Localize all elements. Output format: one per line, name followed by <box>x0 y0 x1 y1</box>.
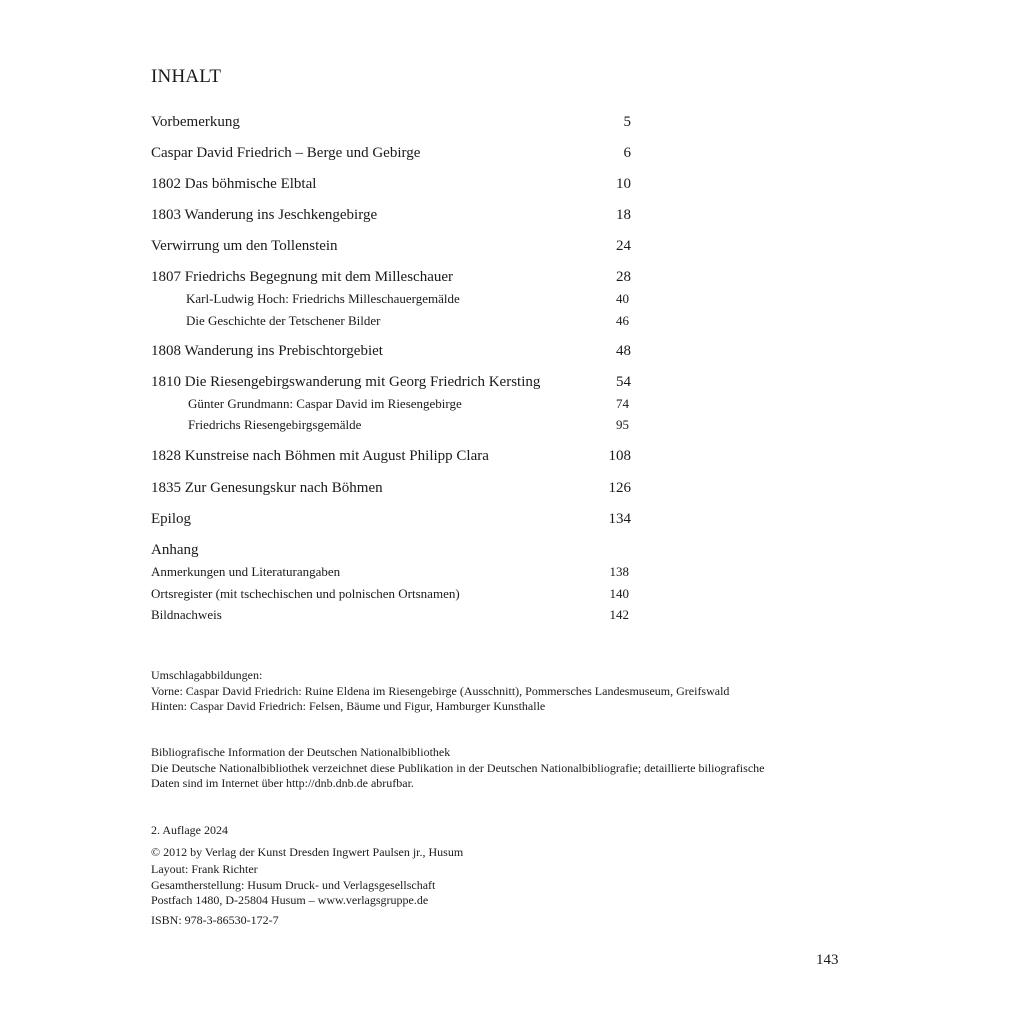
toc-entry-title: 1803 Wanderung ins Jeschkengebirge <box>151 207 378 223</box>
toc-entry-page: 48 <box>616 343 631 359</box>
toc-entry <box>151 564 631 580</box>
cover-images-label: Umschlagabbildungen: <box>151 668 263 682</box>
publisher-address: Postfach 1480, D-25804 Husum – www.verlagsgruppe.de <box>151 893 429 907</box>
toc-entry <box>151 479 631 497</box>
toc-entry <box>151 510 631 528</box>
toc-entry <box>151 447 631 465</box>
toc-entry <box>151 607 631 623</box>
toc-entry-title: Vorbemerkung <box>151 114 240 130</box>
cover-back-credit: Hinten: Caspar David Friedrich: Felsen, Bäume und Figur, Hamburger Kunsthalle <box>151 699 546 713</box>
imprint <box>151 823 463 928</box>
toc-entry-page: 28 <box>616 269 631 285</box>
toc-entry-page: 74 <box>616 396 629 411</box>
toc-entry-page: 126 <box>608 480 631 496</box>
layout-credit: Layout: Frank Richter <box>151 862 258 876</box>
toc-entry-page: 5 <box>623 114 631 130</box>
bibliographic-title: Bibliografische Information der Deutschen Nationalbibliothek <box>151 745 451 759</box>
toc-entry-title: 1802 Das böhmische Elbtal <box>151 176 317 192</box>
bibliographic-line-1: Die Deutsche Nationalbibliothek verzeichnet diese Publikation in der Deutschen Nationalbibliografie; detaillierte biliografische <box>151 760 765 775</box>
toc-entry-title: Die Geschichte der Tetschener Bilder <box>186 313 381 328</box>
cover-images-credits <box>151 668 729 715</box>
isbn: ISBN: 978-3-86530-172-7 <box>151 912 279 927</box>
toc-entry-title: Anhang <box>151 542 199 558</box>
toc-entry <box>151 175 631 193</box>
toc-entry <box>151 417 631 433</box>
toc-entry <box>151 373 631 391</box>
toc-entry-page: 6 <box>623 145 631 161</box>
toc-entry-title: 1810 Die Riesengebirgswanderung mit Georg Friedrich Kersting <box>151 374 541 390</box>
toc-entry-title: Günter Grundmann: Caspar David im Riesengebirge <box>188 396 462 411</box>
toc-entry-page: 142 <box>609 607 629 622</box>
toc-entry <box>151 396 631 412</box>
toc-entry-page: 108 <box>608 448 631 464</box>
toc-entry-page: 140 <box>609 586 629 601</box>
toc-heading: INHALT <box>151 66 222 87</box>
toc-entry <box>151 144 631 162</box>
toc-entry-title: Ortsregister (mit tschechischen und polnischen Ortsnamen) <box>151 586 460 601</box>
toc-entry <box>151 342 631 360</box>
toc-entry-page: 46 <box>616 313 629 328</box>
cover-front-credit: Vorne: Caspar David Friedrich: Ruine Eldena im Riesengebirge (Ausschnitt), Pommersches Landesmuseum, Greifswald <box>151 683 730 698</box>
toc-entry-page: 54 <box>616 374 631 390</box>
page-number: 143 <box>816 952 839 968</box>
toc-entry <box>151 313 631 329</box>
edition: 2. Auflage 2024 <box>151 823 228 837</box>
toc-entry-title: 1835 Zur Genesungskur nach Böhmen <box>151 480 383 496</box>
toc-entry-title: 1828 Kunstreise nach Böhmen mit August Philipp Clara <box>151 448 489 464</box>
toc-entry-title: Verwirrung um den Tollenstein <box>151 238 338 254</box>
toc-entry <box>151 541 631 559</box>
toc-entry-page: 18 <box>616 207 631 223</box>
toc-entry-title: 1808 Wanderung ins Prebischtorgebiet <box>151 343 383 359</box>
toc-entry-title: Anmerkungen und Literaturangaben <box>151 564 341 579</box>
toc-entry-title: Karl-Ludwig Hoch: Friedrichs Milleschauergemälde <box>186 291 460 306</box>
toc-entry-title: Epilog <box>151 511 191 527</box>
toc-entry-page: 24 <box>616 238 631 254</box>
toc-entry-page: 134 <box>608 511 631 527</box>
production-credit: Gesamtherstellung: Husum Druck- und Verlagsgesellschaft <box>151 877 436 892</box>
toc-entry-page: 138 <box>609 564 629 579</box>
toc-entry-title: 1807 Friedrichs Begegnung mit dem Milleschauer <box>151 269 454 285</box>
toc-entry <box>151 237 631 255</box>
toc-entry-title: Caspar David Friedrich – Berge und Gebirge <box>151 145 421 161</box>
toc-entry <box>151 291 631 307</box>
bibliographic-line-2: Daten sind im Internet über http://dnb.dnb.de abrufbar. <box>151 776 414 790</box>
toc-entry-page: 95 <box>616 417 629 432</box>
copyright: © 2012 by Verlag der Kunst Dresden Ingwert Paulsen jr., Husum <box>151 844 464 859</box>
toc-entry <box>151 586 631 602</box>
toc-entry-page: 10 <box>616 176 631 192</box>
toc-entry-title: Bildnachweis <box>151 607 222 622</box>
toc-entry <box>151 206 631 224</box>
bibliographic-information <box>151 745 764 792</box>
toc-entry-title: Friedrichs Riesengebirgsgemälde <box>188 417 362 432</box>
toc-entry <box>151 268 631 286</box>
toc-entry-page: 40 <box>616 291 629 306</box>
toc-entry <box>151 113 631 131</box>
